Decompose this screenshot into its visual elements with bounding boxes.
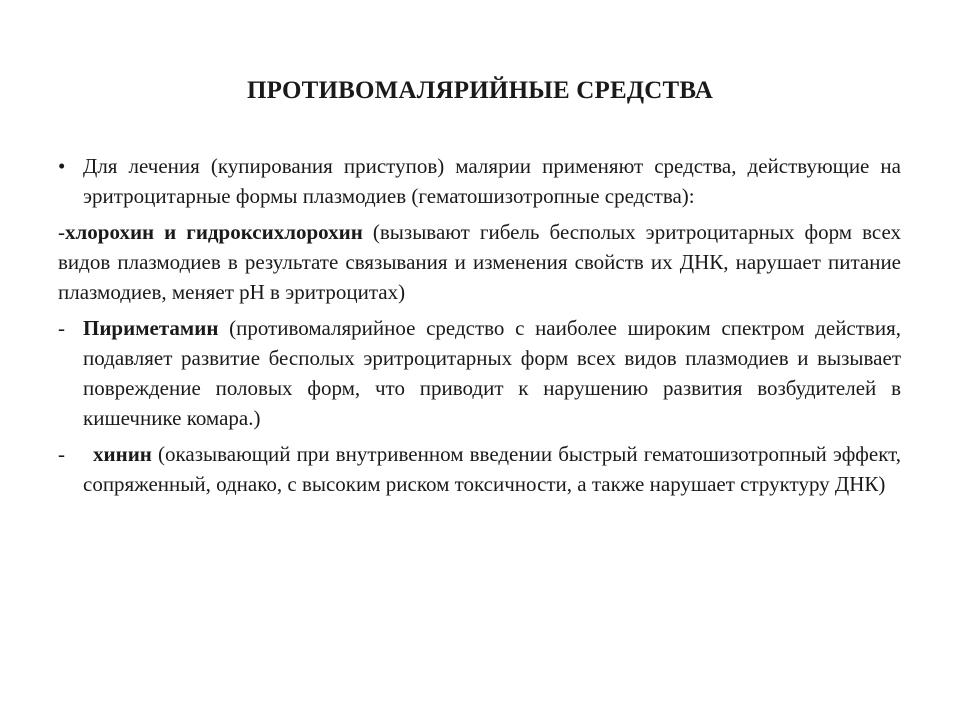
slide-title: ПРОТИВОМАЛЯРИЙНЫЕ СРЕДСТВА (247, 77, 713, 104)
bullet-item-intro (58, 151, 901, 211)
drug-description-pyrimethamine: (противомалярийное средство с наиболее широким спектром действия, подавляет развитие бесполых эритроцитарных форм всех видов плазмодиев и вызывает повреждение половых форм, что приводит к нарушению развития возбудителей в кишечнике комара.) (83, 316, 901, 430)
bullet-marker: • (58, 154, 66, 178)
drug-description-chloroquine: (вызывают гибель бесполых эритроцитарных форм всех видов плазмодиев в результате связывания и изменения свойств их ДНК, нарушает питание плазмодиев, меняет pH в эритроцитах) (58, 220, 901, 304)
drug-name-pyrimethamine: Пириметамин (83, 316, 219, 340)
drug-description-quinine: (оказывающий при внутривенном введении быстрый гематошизотропный эффект, сопряженный, однако, с высоким риском токсичности, а также нарушает структуру ДНК) (83, 442, 901, 496)
list-item-pyrimethamine (58, 313, 901, 433)
dash-marker: - (58, 316, 65, 340)
bullet-text: Для лечения (купирования приступов) малярии применяют средства, действующие на эритроцитарные формы плазмодиев (гематошизотропные средства): (83, 154, 901, 208)
drug-name-chloroquine: хлорохин и гидроксихлорохин (65, 220, 363, 244)
dash-marker: - (58, 442, 65, 466)
slide-content (58, 151, 901, 505)
dash-marker: - (58, 220, 65, 244)
drug-name-quinine: хинин (93, 442, 152, 466)
list-item-quinine (58, 439, 901, 499)
list-item-chloroquine (58, 217, 901, 307)
